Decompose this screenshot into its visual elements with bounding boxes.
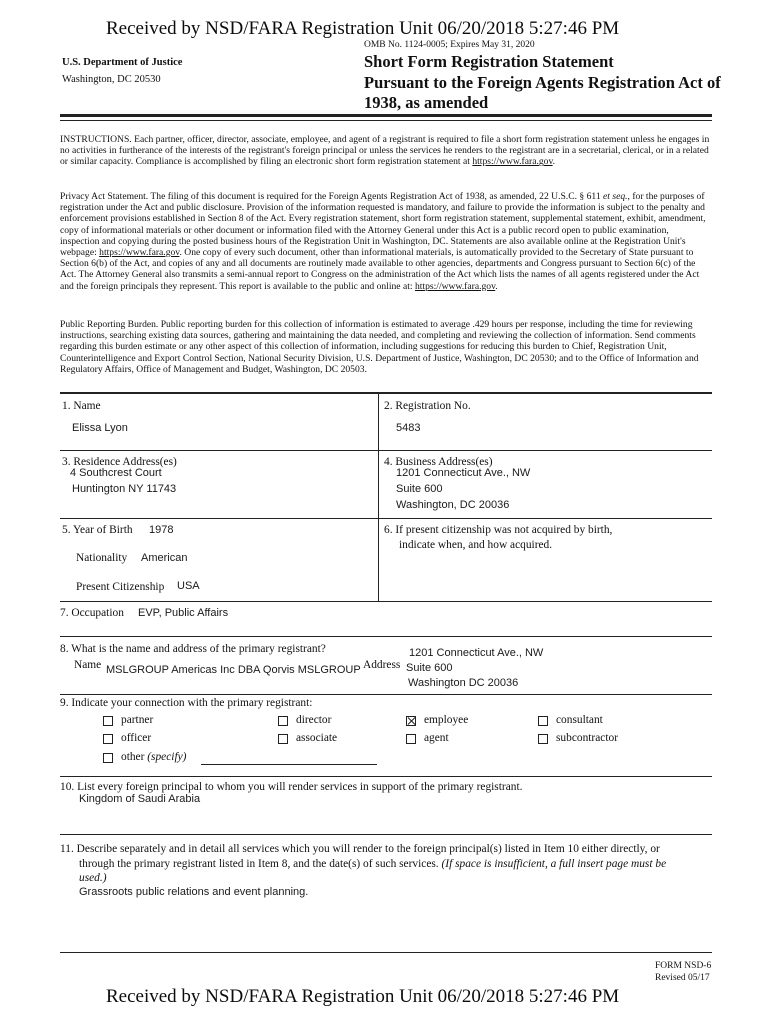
privacy-paragraph [60,191,710,292]
privacy-text-2: , for the purposes of registration under the Act and public disclosure. Provision of the information requested is mandatory, and failure to provide the information is subject to the penalty and enforcement provisions established in Section 8 of the Act. Every registration statement, short form registration statement, supplemental statement, exhibit, amendment, copy of informational materials or other document or information filed with the Attorney General under this Act is a public record open to public examination, inspection and copying during the posted business hours of the Registration Unit in Washington, DC. Statements are also available online at the Registration Unit's webpage: [60,191,706,259]
q8-address-label: Address [363,659,401,671]
occupation-field[interactable]: EVP, Public Affairs [138,607,229,619]
q11-insert-note: (If space is insufficient, a full insert page must be [441,858,667,870]
form-top-rule [60,392,712,394]
instructions-text: INSTRUCTIONS. Each partner, officer, director, associate, employee, and agent of a registrant is required to file a short form registration statement unless he engages in no activities in furtherance of the interests of the registrant's foreign principal or unless the services he renders to the registrant are in a secretarial, clerical, or in a related or similar capacity. Compliance is accomplished by filing an electronic short form registration statement at [60,134,710,168]
rule-after-q11 [60,952,712,953]
partner-option-label: partner [121,714,154,726]
agent-option-label: agent [424,732,449,744]
received-stamp-top: Received by NSD/FARA Registration Unit 06/20/2018 5:27:46 PM [106,18,620,39]
burden-text: Public Reporting Burden. Public reporting burden for this collection of information is estimated to average .429 hours per response, including the time for reviewing instructions, searching existing data sources, gathering and maintaining the data needed, and completing and reviewing the collection of information. Send comments regarding this burden estimate or any other aspect of this collection of information, including suggestions for reducing this burden to Chief, Registration Unit, Counterintelligence and Export Control Section, National Security Division, U.S. Department of Justice, Washington, DC 20530; and to the Office of Information and Regulatory Affairs, Office of Management and Budget, Washington, DC 20503. [60,319,699,375]
q8-label: 8. What is the name and address of the primary registrant? [60,643,326,655]
instructions-link[interactable]: https://www.fara.gov [472,156,553,168]
q6-label-line2: indicate when, and how acquired. [399,539,553,551]
q10-foreign-principal-field[interactable]: Kingdom of Saudi Arabia [79,793,201,805]
registration-number-label: 2. Registration No. [384,400,471,412]
privacy-end: . [495,280,498,292]
rule-after-row2 [60,518,712,519]
name-field[interactable]: Elissa Lyon [72,422,128,434]
subcontractor-option-label: subcontractor [556,732,618,744]
name-label: 1. Name [62,400,101,412]
business-address-line3[interactable]: Washington, DC 20036 [396,499,510,511]
registration-number-field[interactable]: 5483 [396,422,421,434]
q11-line2-text: through the primary registrant listed in Item 8, and the date(s) of such services. [79,858,442,870]
privacy-text-1: Privacy Act Statement. The filing of this document is required for the Foreign Agents Registration Act of 1938, as amended, 22 U.S.C. § 611 [60,191,604,202]
associate-option-label: associate [296,732,338,744]
rule-after-occupation [60,636,712,637]
business-address-line2[interactable]: Suite 600 [396,483,443,495]
nationality-field[interactable]: American [141,552,188,564]
q11-label-line3: used.) [79,872,107,884]
header-rule [60,114,712,117]
other-option-text: other [121,751,148,763]
q8-name-label: Name [74,659,102,671]
form-title-line1: Short Form Registration Statement [364,52,614,71]
occupation-label: 7. Occupation [60,607,124,619]
citizenship-label: Present Citizenship [76,581,165,593]
other-specify-hint: (specify) [147,751,187,763]
nationality-label: Nationality [76,552,128,564]
privacy-link-1[interactable]: https://www.fara.gov [99,247,180,259]
other-checkbox[interactable] [103,753,113,763]
header-rule-thin [60,120,712,121]
business-address-line1[interactable]: 1201 Connecticut Ave., NW [396,467,531,479]
rule-after-q8 [60,694,712,695]
other-option-label [121,751,186,763]
employee-checkbox[interactable] [406,716,416,726]
privacy-link-2[interactable]: https://www.fara.gov [414,280,496,292]
form-title-line3: 1938, as amended [364,93,489,112]
associate-checkbox[interactable] [278,734,288,744]
subcontractor-checkbox[interactable] [538,734,548,744]
consultant-checkbox[interactable] [538,716,548,726]
instructions-end: . [552,156,556,168]
received-stamp-bottom: Received by NSD/FARA Registration Unit 06/20/2018 5:27:46 PM [106,986,620,1007]
q8-address-line1[interactable]: 1201 Connecticut Ave., NW [409,647,544,659]
consultant-option-label: consultant [556,714,603,726]
form-title-line2: Pursuant to the Foreign Agents Registration Act of [364,73,721,92]
form-revision: Revised 05/17 [655,973,710,983]
q8-registrant-name-field[interactable]: MSLGROUP Americas Inc DBA Qorvis MSLGROUP [106,664,361,676]
agency-location: Washington, DC 20530 [62,74,161,85]
form-center-divider [378,394,379,601]
agency-name: U.S. Department of Justice [62,57,183,68]
year-of-birth-field[interactable]: 1978 [149,524,174,536]
instructions-paragraph [60,134,710,168]
form-id: FORM NSD-6 [655,961,712,971]
rule-after-q10 [60,834,712,835]
partner-checkbox[interactable] [103,716,113,726]
q6-label-line1: 6. If present citizenship was not acquired by birth, [384,524,613,536]
residence-address-line2[interactable]: Huntington NY 11743 [72,483,177,495]
business-address-label: 4. Business Address(es) [384,456,493,468]
q8-address-line2[interactable]: Suite 600 [406,662,453,674]
rule-after-row3 [60,601,712,602]
rule-after-q9 [60,776,712,777]
officer-checkbox[interactable] [103,734,113,744]
q10-label: 10. List every foreign principal to whom you will render services in support of the primary registrant. [60,781,523,793]
rule-after-row1 [60,450,712,451]
director-option-label: director [296,714,332,726]
residence-address-line1[interactable]: 4 Southcrest Court [70,467,162,479]
employee-option-label: employee [424,714,469,726]
agent-checkbox[interactable] [406,734,416,744]
citizenship-field[interactable]: USA [177,580,200,592]
q11-label-line2 [79,858,666,870]
officer-option-label: officer [121,732,152,744]
omb-number: OMB No. 1124-0005; Expires May 31, 2020 [364,40,535,50]
q11-label-line1: 11. Describe separately and in detail all services which you will render to the foreign principal(s) listed in Item 10 either directly, or [60,843,660,855]
q8-address-line3[interactable]: Washington DC 20036 [408,677,519,689]
year-of-birth-label: 5. Year of Birth [62,524,133,536]
director-checkbox[interactable] [278,716,288,726]
q9-label: 9. Indicate your connection with the primary registrant: [60,697,313,709]
residence-address-label: 3. Residence Address(es) [62,456,177,468]
other-specify-field[interactable] [201,764,377,765]
q11-services-field[interactable]: Grassroots public relations and event planning. [79,886,309,898]
privacy-etseq: et seq. [603,191,628,202]
burden-paragraph [60,319,710,375]
privacy-text-3: . One copy of every such document, other than informational materials, is automatically provided to the Secretary of State pursuant to Section 6(b) of the Act, and copies of any and all documents are routinely made available to other agencies, departments and Congress pursuant to Section 6(c) of the Act. The Attorney General also transmits a semi-annual report to Congress on the administration of the Act which lists the names of all agents registered under the Act and the foreign principals they represent. This report is available to the public and online at: [60,247,700,292]
